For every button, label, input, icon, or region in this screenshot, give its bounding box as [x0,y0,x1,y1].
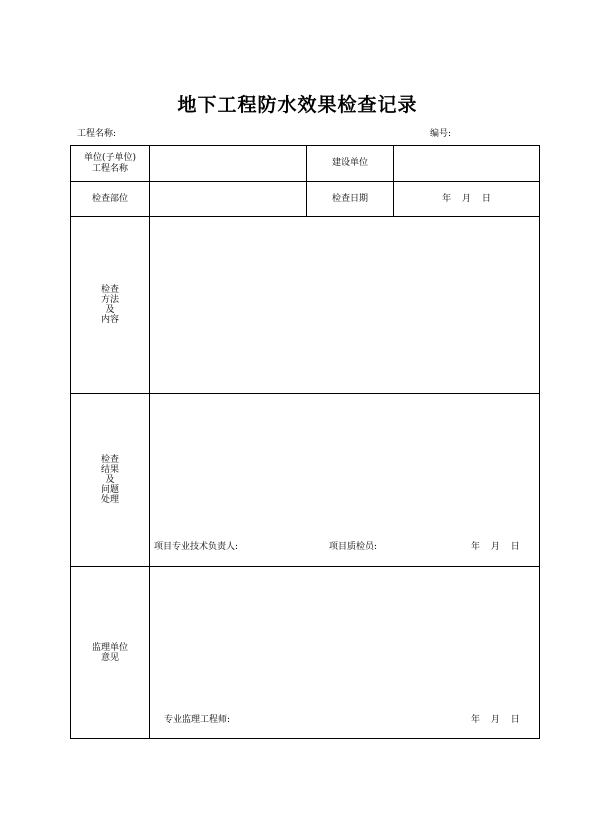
method-content-field[interactable] [150,217,540,394]
result-label-line: 检查 [100,455,119,465]
result-label-line: 处理 [100,495,119,505]
check-part-field[interactable] [150,182,307,217]
construction-unit-field[interactable] [394,146,540,182]
result-content-field[interactable] [150,394,540,567]
result-label [71,394,150,567]
construction-unit-label: 建设单位 [307,146,394,182]
result-label-line: 结果 [100,465,119,475]
method-label-line: 及 [105,305,115,315]
result-label-line: 问题 [100,485,119,495]
method-label [71,217,150,394]
unit-label-line2: 工程名称 [91,163,128,174]
supervision-date: 年 月 日 [471,715,520,725]
inspector-signature-label: 项目质检员: [329,542,378,552]
check-part-label: 检查部位 [71,182,150,217]
number-label: 编号: [430,129,452,139]
method-label-line: 内容 [100,315,119,325]
page-title: 地下工程防水效果检查记录 [177,94,418,116]
supervision-label-line: 监理单位 [91,642,128,653]
inspection-form [70,145,540,739]
unit-project-name-field[interactable] [150,146,307,182]
supervision-engineer-label: 专业监理工程师: [164,715,231,725]
method-label-line: 检查 [100,285,119,295]
result-date: 年 月 日 [471,542,520,552]
project-name-label: 工程名称: [77,129,117,139]
supervision-content-field[interactable] [150,567,540,739]
method-label-line: 方法 [100,295,119,305]
check-date-field[interactable]: 年 月 日 [394,182,540,217]
tech-lead-signature-label: 项目专业技术负责人: [154,542,239,552]
unit-label-line1: 单位(子单位) [83,152,137,163]
unit-project-name-label [71,146,150,182]
supervision-label-line: 意见 [100,652,119,663]
supervision-label [71,567,150,739]
check-date-label: 检查日期 [307,182,394,217]
result-label-line: 及 [105,475,115,485]
